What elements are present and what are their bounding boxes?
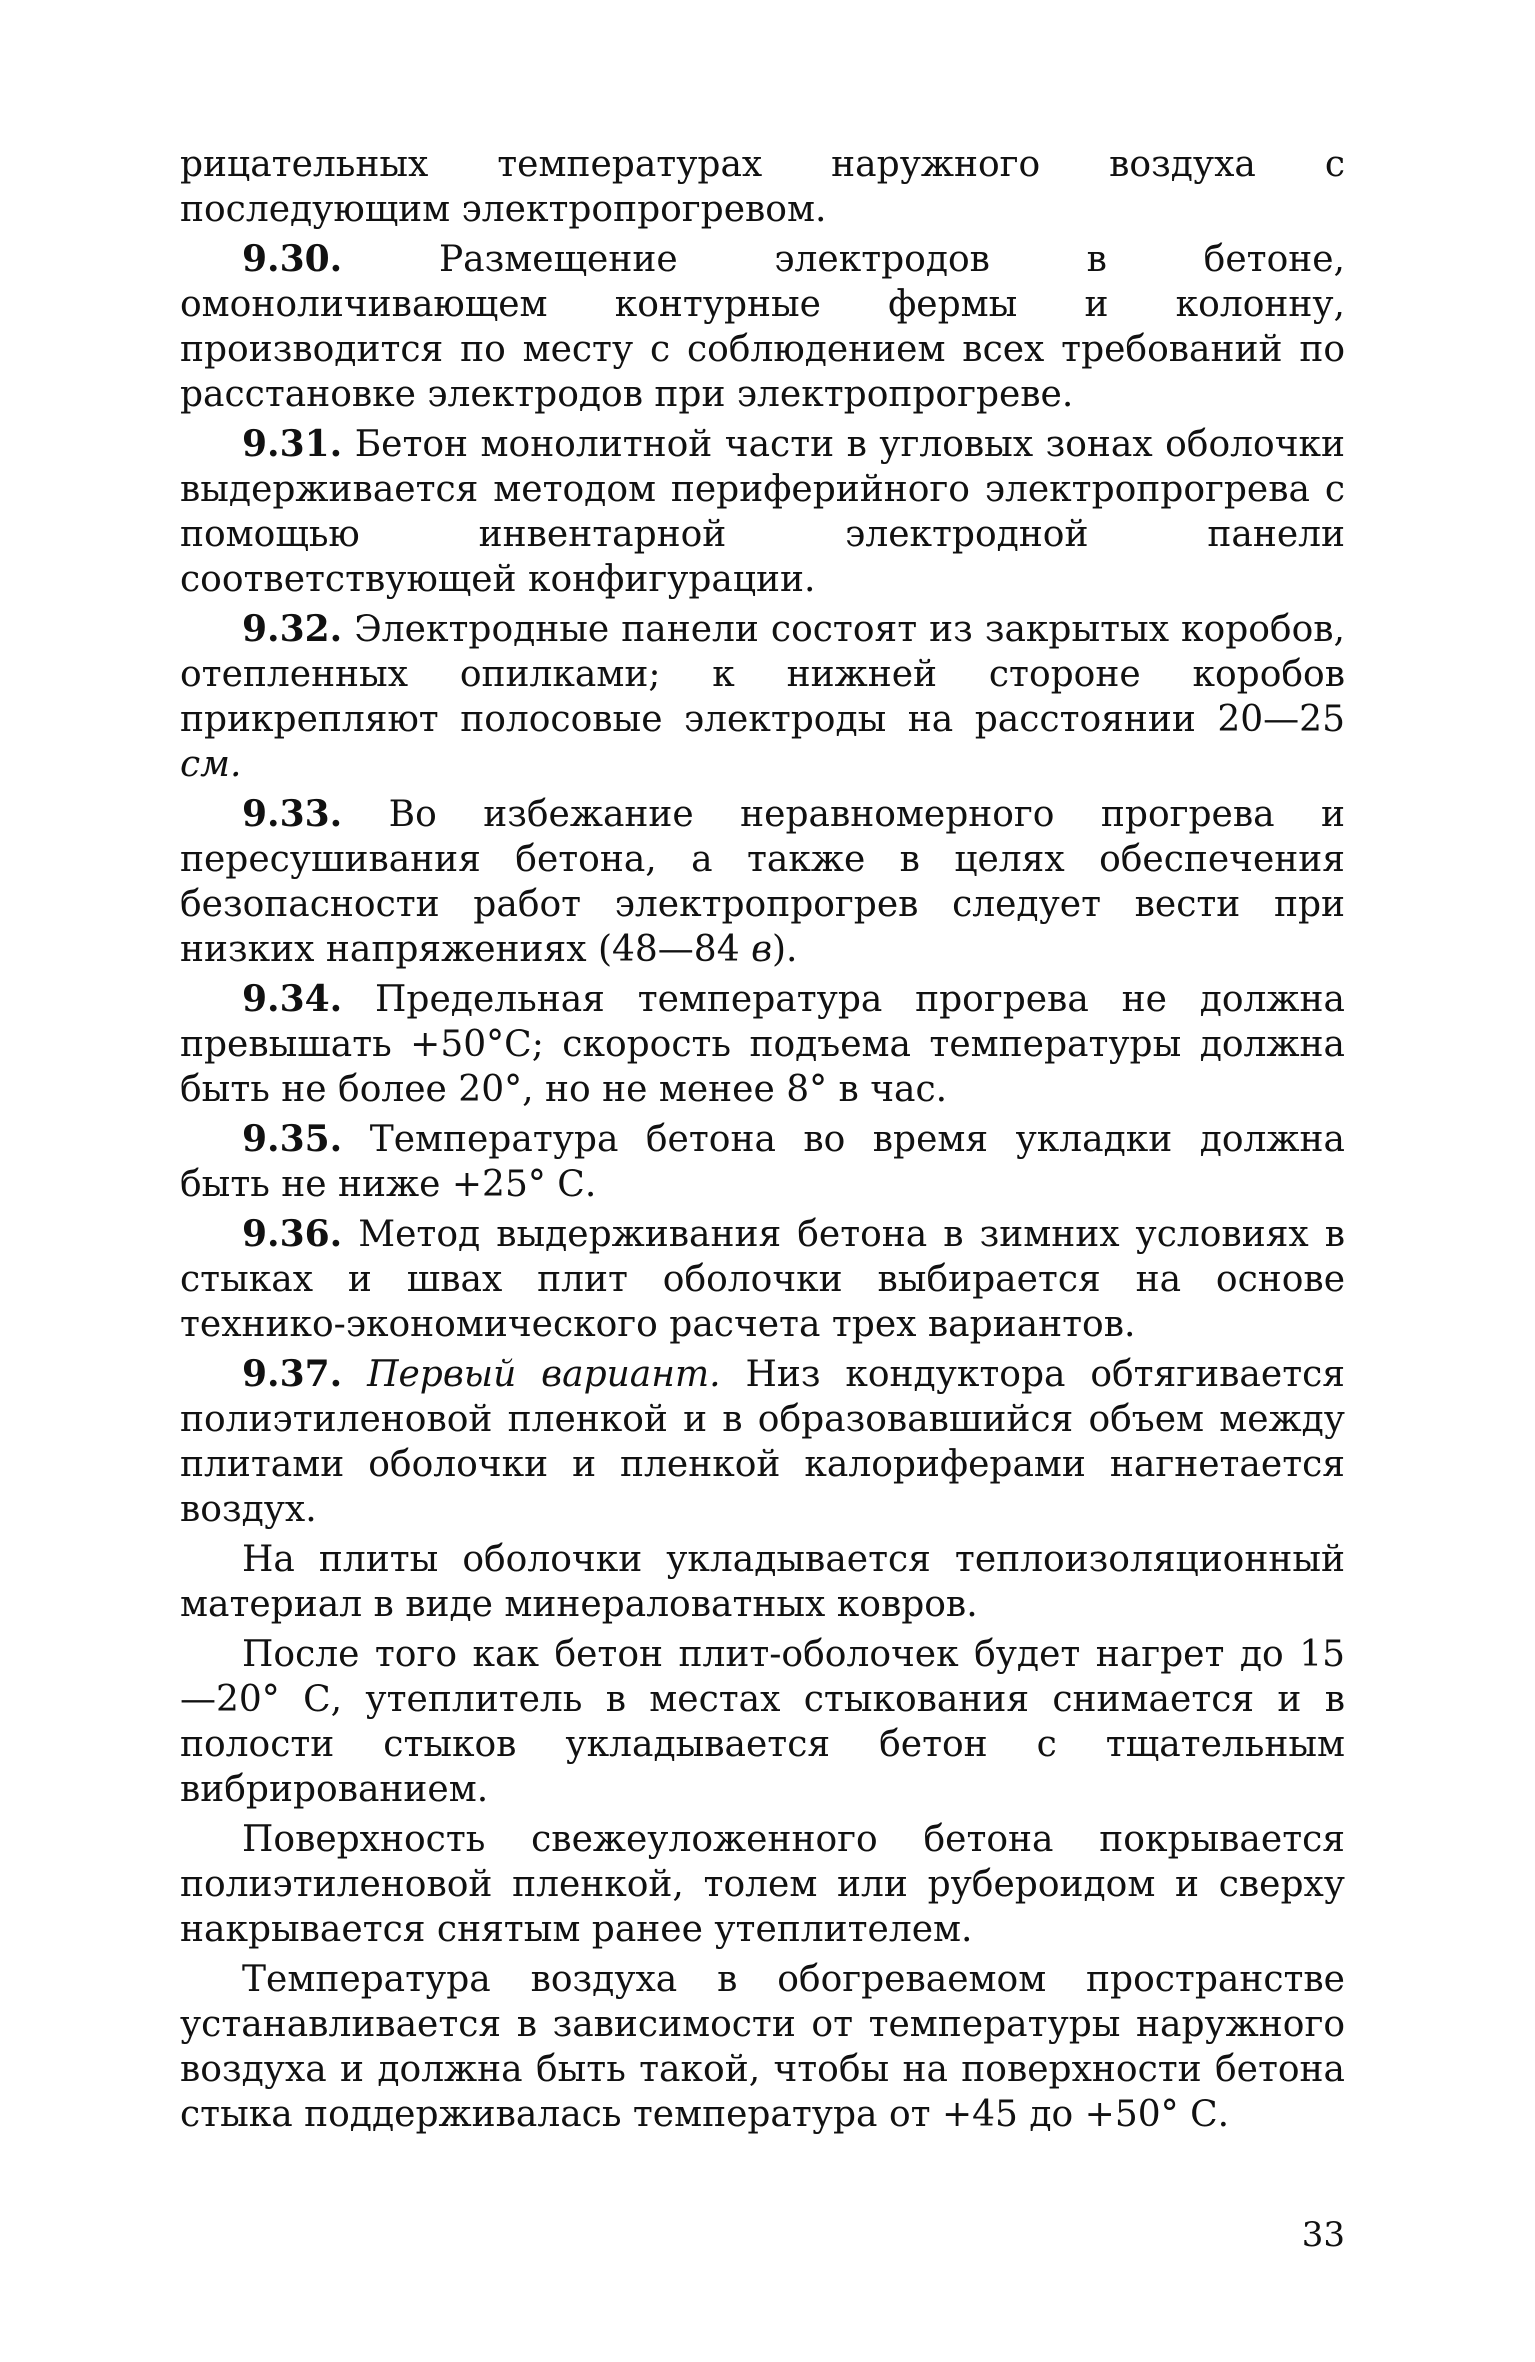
paragraph-9-33: [180, 792, 1345, 972]
paragraph-9-36: [180, 1212, 1345, 1347]
clause-number: 9.35.: [242, 1118, 343, 1160]
clause-number: 9.37.: [242, 1353, 343, 1395]
paragraph-text: Поверхность свежеуложенного бетона покрывается полиэтиленовой пленкой, толем или рубероидом и сверху накрывается снятым ранее утеплителем.: [180, 1819, 1345, 1950]
paragraph-text: рицательных температурах наружного воздуха с последующим электропрогревом.: [180, 144, 1345, 230]
paragraph-9-31: [180, 422, 1345, 602]
paragraph-text: Температура воздуха в обогреваемом пространстве устанавливается в зависимости от температуры наружного воздуха и должна быть такой, чтобы на поверхности бетона стыка поддерживалась температура от +45 до +50° С.: [180, 1959, 1345, 2135]
paragraph-text: Размещение электродов в бетоне, омоноличивающем контурные фермы и колонну, производится по месту с соблюдением всех требований по расстановке электродов при электропрогреве.: [180, 239, 1345, 415]
paragraph-tail: ).: [772, 929, 798, 970]
paragraph-9-30: [180, 237, 1345, 417]
unit-label: в: [751, 929, 773, 970]
unit-label: см.: [180, 744, 242, 785]
clause-number: 9.36.: [242, 1213, 343, 1255]
paragraph-9-37-insulation: [180, 1537, 1345, 1627]
paragraph-9-37: [180, 1352, 1345, 1532]
paragraph-9-35: [180, 1117, 1345, 1207]
paragraph-9-32: [180, 607, 1345, 787]
variant-title: Первый вариант.: [367, 1354, 721, 1395]
paragraph-text: Предельная температура прогрева не должна превышать +50°С; скорость подъема температуры должна быть не более 20°, но не менее 8° в час.: [180, 979, 1345, 1110]
paragraph-9-34: [180, 977, 1345, 1112]
paragraph-text: На плиты оболочки укладывается теплоизоляционный материал в виде минераловатных ковров.: [180, 1539, 1345, 1625]
paragraph-text: После того как бетон плит-оболочек будет нагрет до 15—20° С, утеплитель в местах стыкования снимается и в полости стыков укладывается бетон с тщательным вибрированием.: [180, 1634, 1345, 1810]
paragraph-text: Температура бетона во время укладки должна быть не ниже +25° С.: [180, 1119, 1345, 1205]
clause-number: 9.33.: [242, 793, 343, 835]
paragraph-intro: [180, 142, 1345, 232]
clause-number: 9.30.: [242, 238, 343, 280]
paragraph-text: Низ кондуктора обтягивается полиэтиленовой пленкой и в образовавшийся объем между плитами оболочки и пленкой калориферами нагнетается воздух.: [180, 1354, 1345, 1530]
page-number: 33: [1301, 2215, 1345, 2255]
clause-number: 9.34.: [242, 978, 343, 1020]
paragraph-text: Во избежание неравномерного прогрева и пересушивания бетона, а также в целях обеспечения безопасности работ электропрогрев следует вести при низких напряжениях (48—84: [180, 794, 1345, 970]
paragraph-text: Электродные панели состоят из закрытых коробов, отепленных опилками; к нижней стороне коробов прикрепляют полосовые электроды на расстоянии 20—25: [180, 609, 1345, 740]
paragraph-9-37-temperature: [180, 1957, 1345, 2137]
clause-number: 9.31.: [242, 423, 343, 465]
paragraph-text: Бетон монолитной части в угловых зонах оболочки выдерживается методом периферийного электропрогрева с помощью инвентарной электродной панели соответствующей конфигурации.: [180, 424, 1345, 600]
clause-number: 9.32.: [242, 608, 343, 650]
page-body: [180, 142, 1345, 2142]
paragraph-9-37-covering: [180, 1817, 1345, 1952]
paragraph-text: Метод выдерживания бетона в зимних условиях в стыках и швах плит оболочки выбирается на основе технико-экономического расчета трех вариантов.: [180, 1214, 1346, 1345]
paragraph-9-37-heating: [180, 1632, 1345, 1812]
